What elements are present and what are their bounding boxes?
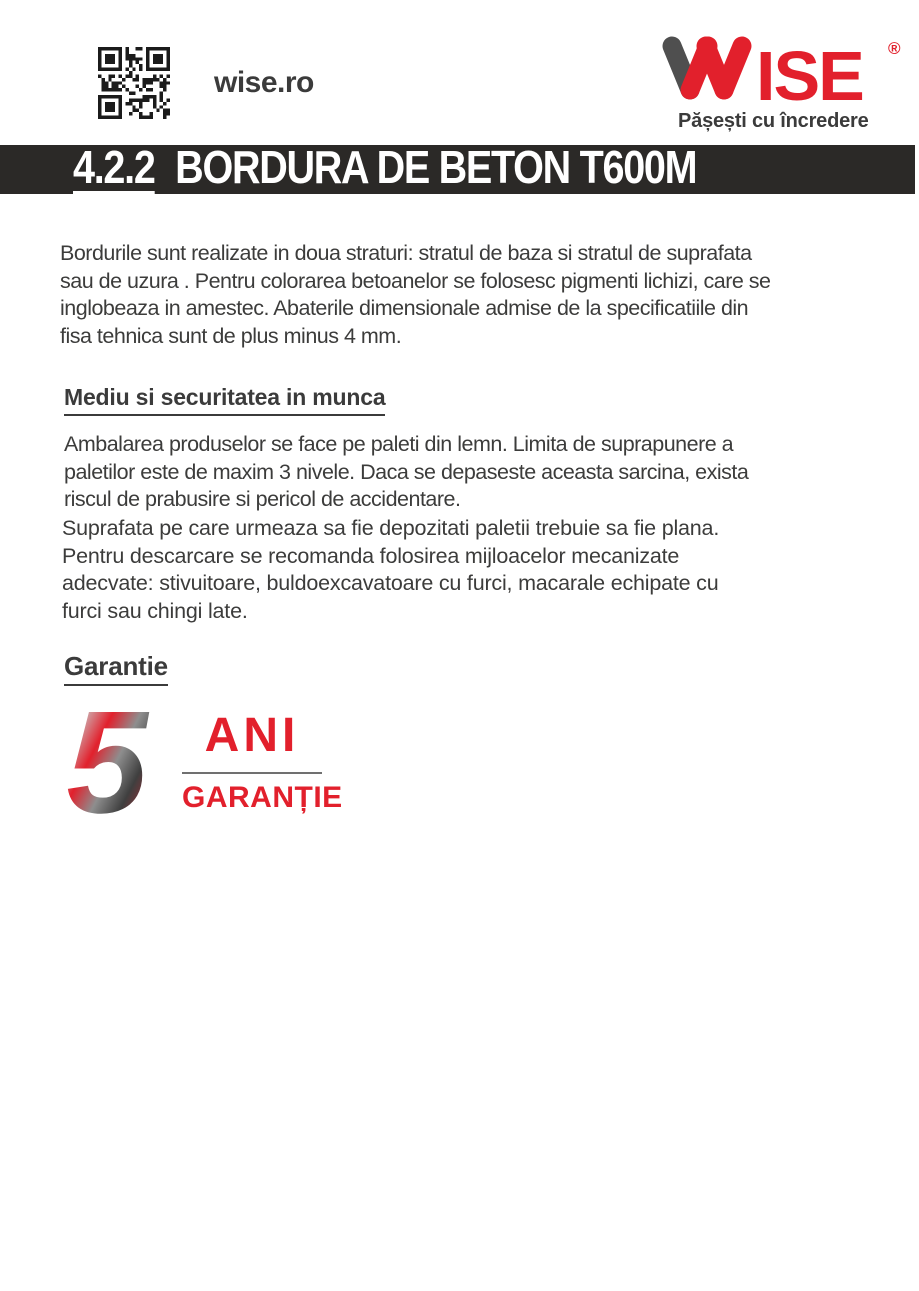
wise-logo-w-icon: [672, 46, 742, 90]
warranty-digit: 5: [66, 696, 148, 834]
brand-tagline: Pășești cu încredere: [678, 110, 869, 132]
qr-code-icon: [98, 47, 170, 119]
heading-warranty: Garantie: [64, 651, 168, 686]
warranty-divider: [182, 772, 322, 774]
wise-logo: [656, 36, 908, 112]
site-url: wise.ro: [214, 66, 314, 99]
section-title-bar: [0, 141, 915, 194]
paragraph-handling: [62, 515, 719, 625]
registered-mark: ®: [888, 39, 901, 58]
heading-safety: Mediu si securitatea in munca: [64, 384, 385, 416]
paragraph-line: Bordurile sunt realizate in doua straturi: stratul de baza si stratul de suprafata: [60, 241, 752, 265]
paragraph-line: furci sau chingi late.: [62, 598, 248, 623]
section-number: 4.2.2: [73, 141, 155, 193]
warranty-guarantee-label: GARANȚIE: [182, 781, 343, 814]
paragraph-line: adecvate: stivuitoare, buldoexcavatoare cu furci, macarale echipate cu: [62, 571, 719, 595]
paragraph-intro: [60, 240, 771, 350]
paragraph-line: Suprafata pe care urmeaza sa fie depozitati paletii trebuie sa fie plana.: [62, 516, 720, 540]
paragraph-packaging: [64, 431, 748, 514]
paragraph-line: Ambalarea produselor se face pe paleti din lemn. Limita de suprapunere a: [64, 432, 734, 456]
paragraph-line: fisa tehnica sunt de plus minus 4 mm.: [60, 323, 402, 348]
warranty-badge: [56, 696, 343, 834]
paragraph-line: Pentru descarcare se recomanda folosirea mijloacelor mecanizate: [62, 543, 680, 568]
wise-logo-text: ISE: [756, 37, 863, 112]
warranty-5-icon: [56, 696, 158, 834]
paragraph-line: sau de uzura . Pentru colorarea betoanelor se folosesc pigmenti lichizi, care se: [60, 268, 771, 293]
paragraph-line: inglobeaza in amestec. Abaterile dimensionale admise de la specificatiile din: [60, 296, 749, 320]
warranty-years-label: ANI: [204, 709, 300, 762]
paragraph-line: riscul de prabusire si pericol de accidentare.: [64, 487, 461, 511]
paragraph-line: paletilor este de maxim 3 nivele. Daca se depaseste aceasta sarcina, exista: [64, 459, 749, 484]
section-title: BORDURA DE BETON T600M: [175, 141, 697, 193]
